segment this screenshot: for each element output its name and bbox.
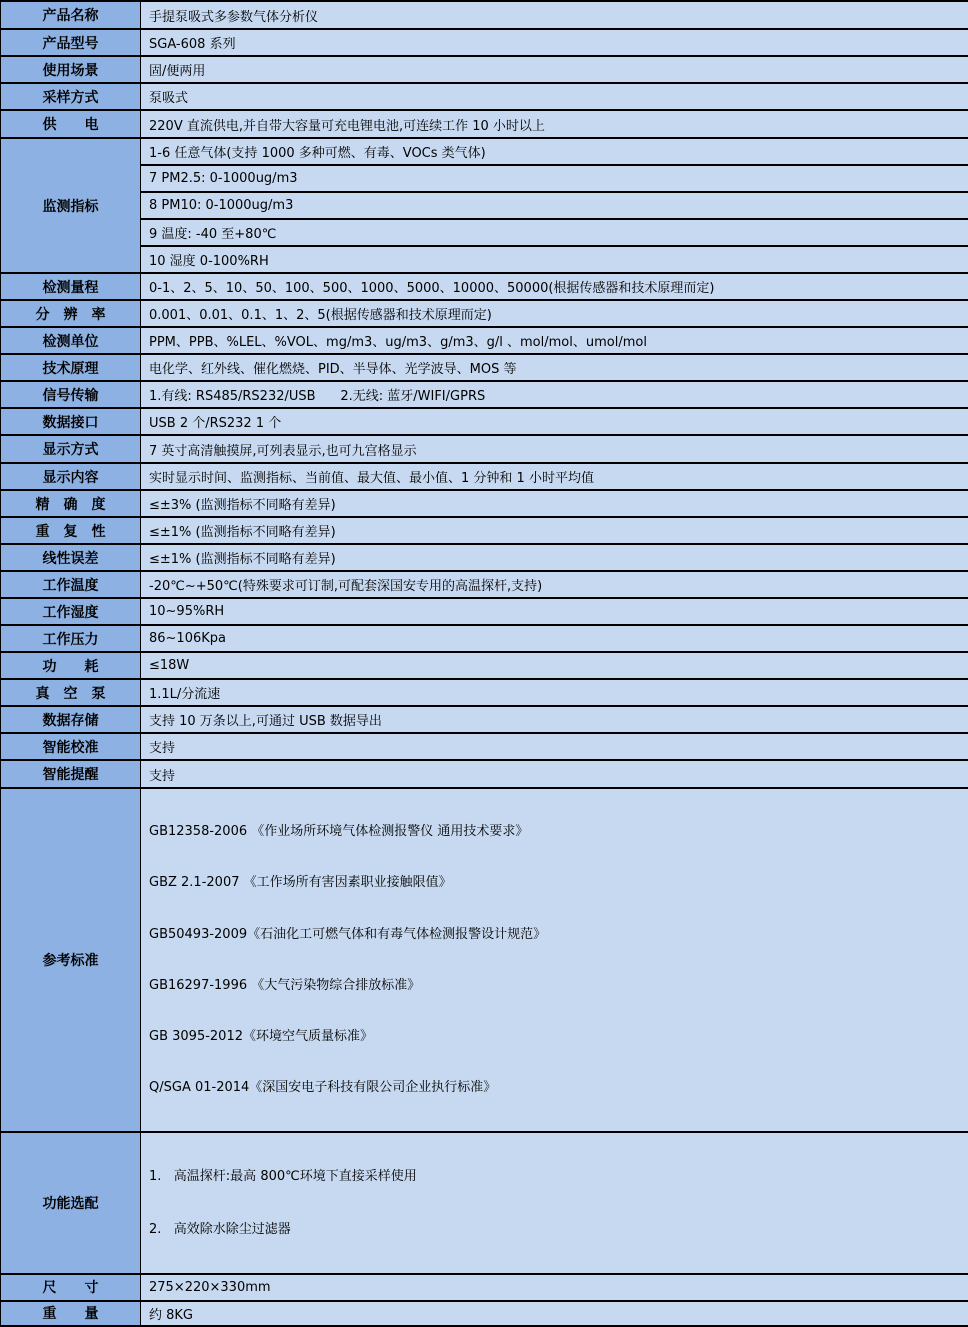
spec-value: 1.有线: RS485/RS232/USB 2.无线: 蓝牙/WIFI/GPRS: [141, 381, 968, 408]
spec-label: 重 量: [1, 1301, 141, 1326]
spec-label: 智能提醒: [1, 760, 141, 788]
spec-label: 功能选配: [1, 1132, 141, 1274]
spec-value: 8 PM10: 0-1000ug/m3: [141, 192, 968, 219]
table-row: [1, 1301, 968, 1326]
spec-value: 1.1L/分流速: [141, 679, 968, 706]
reference-standard-line: GB12358-2006 《作业场所环境气体检测报警仪 通用技术要求》: [149, 821, 964, 842]
reference-standard-line: GB16297-1996 《大气污染物综合排放标准》: [149, 975, 964, 996]
table-row: [1, 463, 968, 490]
table-row: [1, 165, 968, 192]
table-row: [1, 788, 968, 1132]
spec-value: 支持: [141, 733, 968, 760]
spec-value: ≤±1% (监测指标不同略有差异): [141, 544, 968, 571]
table-row: [1, 733, 968, 760]
spec-label: 精 确 度: [1, 490, 141, 517]
spec-value: 实时显示时间、监测指标、当前值、最大值、最小值、1 分钟和 1 小时平均值: [141, 463, 968, 490]
spec-value: 275×220×330mm: [141, 1274, 968, 1301]
table-row: [1, 1274, 968, 1301]
table-row: [1, 408, 968, 435]
table-row: [1, 327, 968, 354]
spec-value: 7 英寸高清触摸屏,可列表显示,也可九宫格显示: [141, 435, 968, 463]
spec-label: 技术原理: [1, 354, 141, 381]
table-row: [1, 679, 968, 706]
spec-value: 电化学、红外线、催化燃烧、PID、半导体、光学波导、MOS 等: [141, 354, 968, 381]
spec-label: 重 复 性: [1, 517, 141, 544]
reference-standard-line: Q/SGA 01-2014《深国安电子科技有限公司企业执行标准》: [149, 1077, 964, 1098]
spec-value: -20℃~+50℃(特殊要求可订制,可配套深国安专用的高温探杆,支持): [141, 571, 968, 598]
table-row: [1, 246, 968, 273]
spec-value: 支持: [141, 760, 968, 788]
table-row: [1, 219, 968, 246]
spec-label: 功 耗: [1, 652, 141, 679]
table-row: [1, 1, 968, 29]
spec-label: 显示方式: [1, 435, 141, 463]
table-row: [1, 138, 968, 165]
spec-label: 产品型号: [1, 29, 141, 56]
table-row: [1, 273, 968, 300]
spec-value: USB 2 个/RS232 1 个: [141, 408, 968, 435]
spec-label: 工作湿度: [1, 598, 141, 625]
table-row: [1, 598, 968, 625]
spec-label: 采样方式: [1, 83, 141, 110]
spec-label: 智能校准: [1, 733, 141, 760]
spec-label: 监测指标: [1, 138, 141, 273]
spec-label: 产品名称: [1, 1, 141, 29]
table-row: [1, 625, 968, 652]
spec-value: 手提泵吸式多参数气体分析仪: [141, 1, 968, 29]
spec-label: 真 空 泵: [1, 679, 141, 706]
spec-value-multiline: [141, 1132, 968, 1274]
spec-label: 线性误差: [1, 544, 141, 571]
table-row: [1, 83, 968, 110]
spec-value: 220V 直流供电,并自带大容量可充电锂电池,可连续工作 10 小时以上: [141, 110, 968, 138]
spec-value: ≤18W: [141, 652, 968, 679]
spec-label: 数据存储: [1, 706, 141, 733]
spec-value-multiline: [141, 788, 968, 1132]
reference-standard-line: GBZ 2.1-2007 《工作场所有害因素职业接触限值》: [149, 872, 964, 893]
table-row: [1, 760, 968, 788]
spec-value: 10 湿度 0-100%RH: [141, 246, 968, 273]
table-row: [1, 706, 968, 733]
spec-label: 工作压力: [1, 625, 141, 652]
table-row: [1, 571, 968, 598]
spec-value: 0.001、0.01、0.1、1、2、5(根据传感器和技术原理而定): [141, 300, 968, 327]
table-row: [1, 300, 968, 327]
optional-feature-line: 2. 高效除水除尘过滤器: [149, 1218, 964, 1241]
spec-label: 数据接口: [1, 408, 141, 435]
spec-label: 尺 寸: [1, 1274, 141, 1301]
spec-value: 10~95%RH: [141, 598, 968, 625]
table-row: [1, 381, 968, 408]
spec-label: 检测单位: [1, 327, 141, 354]
table-row: [1, 517, 968, 544]
reference-standard-line: GB 3095-2012《环境空气质量标准》: [149, 1026, 964, 1047]
reference-standard-line: GB50493-2009《石油化工可燃气体和有毒气体检测报警设计规范》: [149, 924, 964, 945]
spec-value: 固/便两用: [141, 56, 968, 83]
spec-label: 信号传输: [1, 381, 141, 408]
table-row: [1, 544, 968, 571]
spec-value: ≤±3% (监测指标不同略有差异): [141, 490, 968, 517]
table-row: [1, 652, 968, 679]
spec-value: 86~106Kpa: [141, 625, 968, 652]
spec-value: 支持 10 万条以上,可通过 USB 数据导出: [141, 706, 968, 733]
table-row: [1, 29, 968, 56]
table-row: [1, 435, 968, 463]
spec-label: 检测量程: [1, 273, 141, 300]
table-row: [1, 490, 968, 517]
spec-value: 0-1、2、5、10、50、100、500、1000、5000、10000、50000(根据传感器和技术原理而定): [141, 273, 968, 300]
spec-value: 泵吸式: [141, 83, 968, 110]
table-row: [1, 1132, 968, 1274]
spec-label: 工作温度: [1, 571, 141, 598]
spec-value: 7 PM2.5: 0-1000ug/m3: [141, 165, 968, 192]
spec-value: 1-6 任意气体(支持 1000 多种可燃、有毒、VOCs 类气体): [141, 138, 968, 165]
spec-label: 显示内容: [1, 463, 141, 490]
spec-value: PPM、PPB、%LEL、%VOL、mg/m3、ug/m3、g/m3、g/l 、mol/mol、umol/mol: [141, 327, 968, 354]
spec-value: 9 温度: -40 至+80℃: [141, 219, 968, 246]
table-row: [1, 110, 968, 138]
optional-feature-line: 1. 高温探杆:最高 800℃环境下直接采样使用: [149, 1165, 964, 1188]
spec-value: SGA-608 系列: [141, 29, 968, 56]
table-row: [1, 56, 968, 83]
table-row: [1, 192, 968, 219]
spec-label: 参考标准: [1, 788, 141, 1132]
table-row: [1, 354, 968, 381]
spec-value: 约 8KG: [141, 1301, 968, 1326]
spec-value: ≤±1% (监测指标不同略有差异): [141, 517, 968, 544]
spec-label: 使用场景: [1, 56, 141, 83]
spec-label: 分 辨 率: [1, 300, 141, 327]
spec-label: 供 电: [1, 110, 141, 138]
